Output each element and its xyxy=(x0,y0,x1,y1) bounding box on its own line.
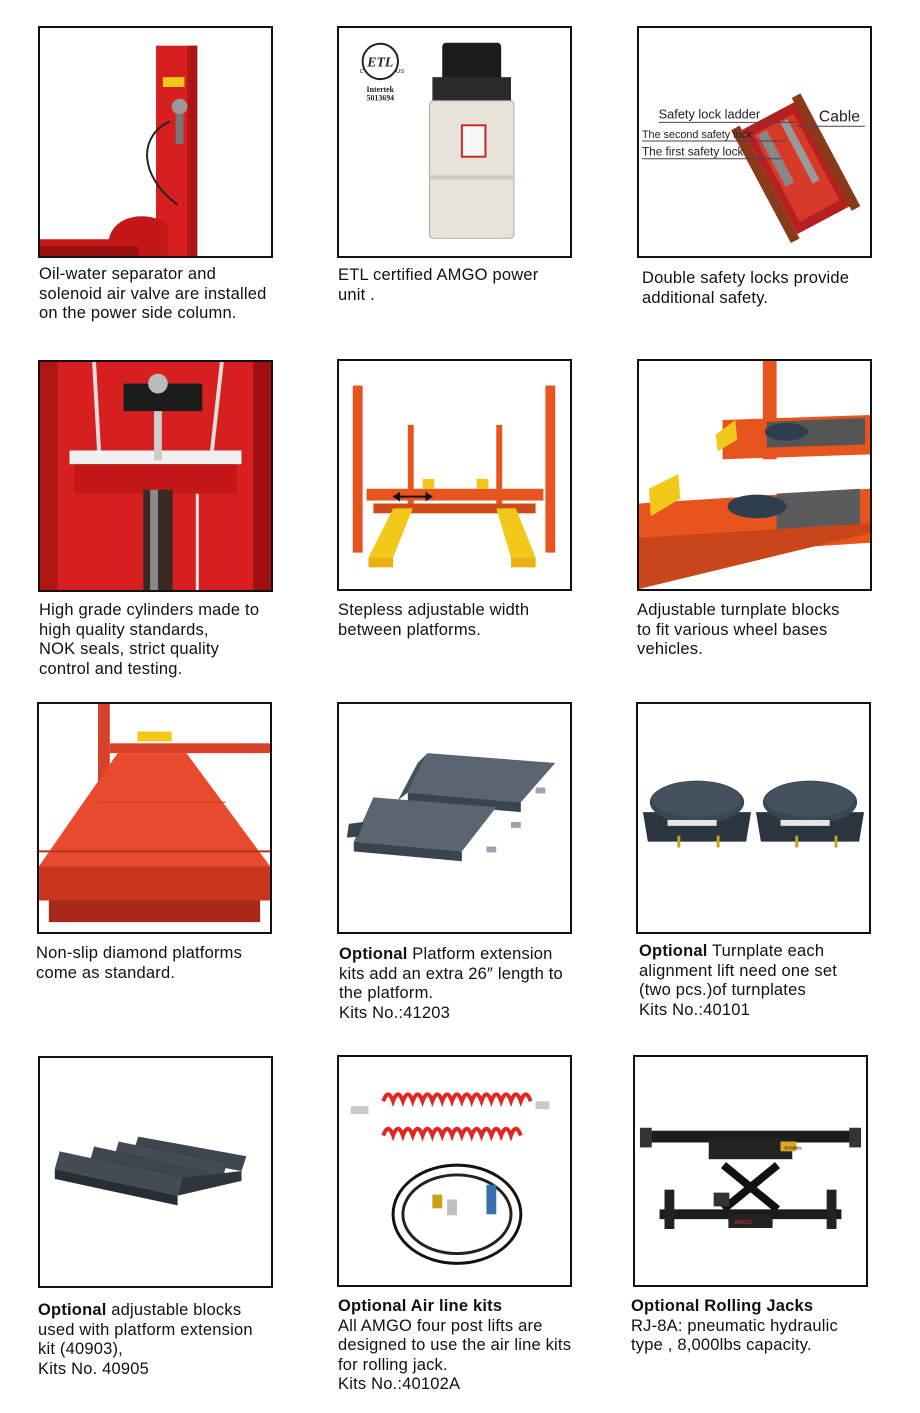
caption-text: adjustable blocks xyxy=(106,1301,242,1319)
adjustable-blocks-icon xyxy=(40,1058,271,1286)
caption-line: for rolling jack. xyxy=(338,1355,448,1374)
optional-label: Optional Air line kits xyxy=(338,1297,503,1315)
label-second-lock: The second safety lock xyxy=(641,129,753,142)
etl-c: C xyxy=(359,69,364,76)
etl-number: 5013694 xyxy=(366,93,395,103)
caption-line: on the power side column. xyxy=(39,304,237,322)
capacity-label: 8000lbs xyxy=(784,1146,802,1152)
caption-line: Non-slip diamond platforms xyxy=(36,944,243,962)
etl-mark: ETL xyxy=(367,54,394,70)
caption-line: All AMGO four post lifts are xyxy=(338,1316,543,1335)
power-unit-caption xyxy=(338,266,538,305)
adjustable-width-caption xyxy=(338,601,529,640)
rolling-jack-icon xyxy=(635,1057,866,1285)
caption-line: vehicles. xyxy=(637,640,703,658)
rolling-jacks-image xyxy=(633,1055,868,1287)
adjustable-blocks-image xyxy=(38,1056,273,1288)
adjustable-blocks-caption xyxy=(38,1301,253,1379)
cylinder-closeup-icon xyxy=(40,362,271,590)
optional-label: Optional xyxy=(639,942,708,960)
caption-line xyxy=(639,942,837,962)
caption-line: RJ-8A: pneumatic hydraulic xyxy=(631,1316,838,1335)
air-line-kits-caption xyxy=(338,1297,571,1395)
platform-extension-caption xyxy=(339,945,563,1023)
caption-line: type , 8,000lbs capacity. xyxy=(631,1336,812,1354)
caption-line: to fit various wheel bases xyxy=(637,620,828,639)
caption-line: Kits No. 40905 xyxy=(38,1359,150,1378)
caption-line: Kits No.:41203 xyxy=(339,1003,451,1022)
label-cable: Cable xyxy=(818,108,860,126)
caption-line: high quality standards, xyxy=(39,620,209,639)
adjustable-width-image xyxy=(337,359,572,591)
caption-line: used with platform extension xyxy=(38,1320,253,1339)
caption-line: ETL certified AMGO power xyxy=(338,266,539,284)
power-unit-icon xyxy=(339,28,570,256)
red-column-valve-icon xyxy=(40,28,271,256)
caption-line: kits add an extra 26″ length to xyxy=(339,964,563,983)
caption-line: Kits No.:40102A xyxy=(338,1375,461,1393)
turnplate-blocks-caption xyxy=(637,601,840,660)
caption-line: alignment lift need one set xyxy=(639,961,838,980)
rolling-jacks-caption xyxy=(631,1297,838,1356)
diamond-platforms-image xyxy=(37,702,272,934)
air-line-kits-image xyxy=(337,1055,572,1287)
caption-line: NOK seals, strict quality xyxy=(39,640,220,658)
caption-line: come as standard. xyxy=(36,963,176,982)
cylinders-image xyxy=(38,360,273,592)
caption-line: additional safety. xyxy=(642,288,769,307)
brand-label: AMGO xyxy=(734,1220,753,1227)
label-safety-lock-ladder: Safety lock ladder xyxy=(658,106,761,122)
caption-line: Adjustable turnplate blocks xyxy=(637,601,840,619)
caption-line: (two pcs.)of turnplates xyxy=(639,981,806,999)
label-first-lock: The first safety lock xyxy=(641,145,744,159)
platform-extension-image xyxy=(337,702,572,934)
caption-line: Stepless adjustable width xyxy=(338,601,530,619)
turnplate-caption xyxy=(639,942,837,1020)
power-unit-image xyxy=(337,26,572,258)
optional-label: Optional xyxy=(339,945,408,963)
turnplate-image xyxy=(636,702,871,934)
oil-water-separator-caption xyxy=(39,265,266,324)
caption-line xyxy=(631,1297,838,1317)
caption-text: Platform extension xyxy=(407,945,553,963)
caption-text: Turnplate each xyxy=(707,942,825,960)
four-post-lift-icon xyxy=(339,361,570,589)
oil-water-separator-image xyxy=(38,26,273,258)
caption-line: Double safety locks provide xyxy=(642,269,850,287)
caption-line: High grade cylinders made to xyxy=(39,601,260,619)
caption-line: solenoid air valve are installed xyxy=(39,284,267,303)
turnplate-blocks-image xyxy=(637,359,872,591)
caption-line: designed to use the air line kits xyxy=(338,1336,572,1354)
turnplate-pair-icon xyxy=(638,704,869,932)
caption-line xyxy=(38,1301,253,1321)
cylinders-caption xyxy=(39,601,259,679)
caption-line: Kits No.:40101 xyxy=(639,1000,751,1019)
caption-line: kit (40903), xyxy=(38,1340,123,1358)
etl-us: US xyxy=(396,69,405,76)
diamond-platforms-caption xyxy=(36,944,242,983)
optional-label: Optional Rolling Jacks xyxy=(631,1297,814,1315)
caption-line xyxy=(338,1297,571,1317)
safety-locks-caption xyxy=(642,269,849,308)
safety-lock-diagram-icon xyxy=(639,28,870,256)
safety-locks-image xyxy=(637,26,872,258)
platform-extension-kit-icon xyxy=(339,704,570,932)
caption-line xyxy=(339,945,563,965)
diamond-platform-icon xyxy=(39,704,270,932)
caption-line: the platform. xyxy=(339,984,434,1002)
caption-line: unit . xyxy=(338,285,375,304)
air-line-kit-icon xyxy=(339,1057,570,1285)
etl-intertek: Intertek xyxy=(366,84,395,94)
turnplate-platform-icon xyxy=(639,361,870,589)
caption-line: Oil-water separator and xyxy=(39,265,217,283)
caption-line: between platforms. xyxy=(338,620,482,639)
optional-label: Optional xyxy=(38,1301,107,1319)
caption-line: control and testing. xyxy=(39,659,183,678)
